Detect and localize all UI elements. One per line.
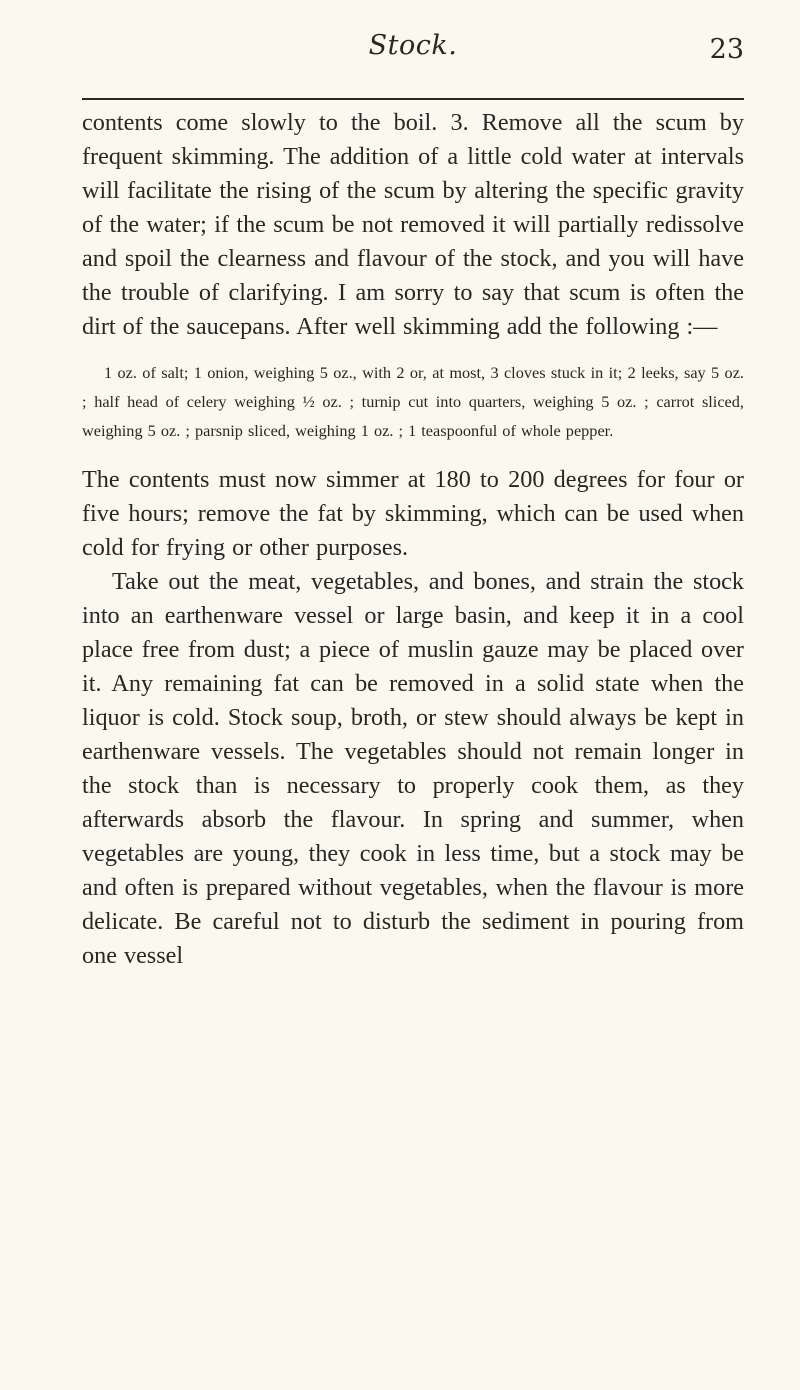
paragraph-scum-removal: contents come slowly to the boil. 3. Remove all the scum by frequent skimming. The addition of a little cold water at intervals will facilitate the rising of the scum by altering the specific gravity of the water; if the scum be not removed it will partially redissolve and spoil the clearness and flavour of the stock, and you will have the trouble of clarifying. I am sorry to say that scum is often the dirt of the saucepans. After well skimming add the following :— [82,109,744,340]
running-title: Stock. [368,30,458,61]
paragraph-straining: Take out the meat, vegetables, and bones, and strain the stock into an earthenware vessel or large basin, and keep it in a cool place free from dust; a piece of muslin gauze may be placed over it. Any remaining fat can be removed in a solid state when the liquor is cold. Stock soup, broth, or stew should always be kept in earthenware vessels. The vegetables should not remain longer in the stock than is necessary to properly cook them, as they afterwards absorb the flavour. In spring and summer, when vegetables are young, they cook in less time, but a stock may be and often is prepared without vegetables, when the flavour is more delicate. Be careful not to disturb the sediment in pouring from one vessel [82,568,744,969]
paragraph-simmering: The contents must now simmer at 180 to 200 degrees for four or five hours; remove the fat by skimming, which can be used when cold for frying or other purposes. [82,466,744,561]
book-page [82,0,744,1390]
page-header [82,0,744,100]
page-number: 23 [709,34,744,65]
ingredient-list: 1 oz. of salt; 1 onion, weighing 5 oz., with 2 or, at most, 3 cloves stuck in it; 2 leeks, say 5 oz. ; half head of celery weighing ½ oz. ; turnip cut into quarters, weighing 5 oz. ; carrot sliced, weighing 5 oz. ; parsnip sliced, weighing 1 oz. ; 1 teaspoonful of whole pepper. [82,363,744,440]
